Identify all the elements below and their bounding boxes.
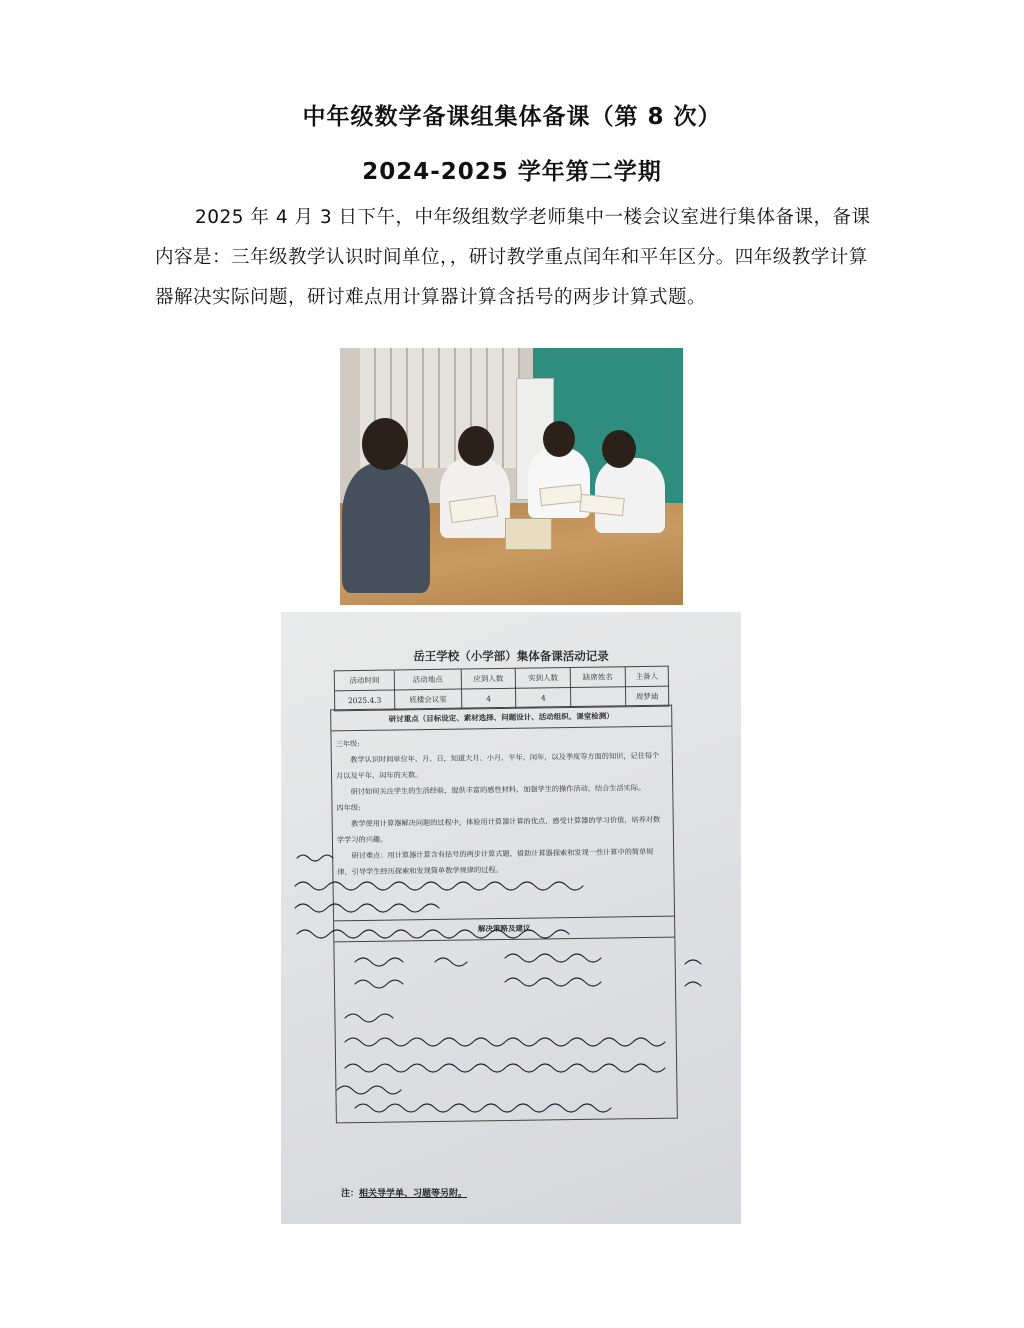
intro-paragraph-text: 2025 年 4 月 3 日下午，中年级组数学老师集中一楼会议室进行集体备课，备课内容是：三年级教学认识时间单位，，研讨教学重点闰年和平年区分。四年级教学计算器解决实际问题，研讨难点用计算器计算含括号的两步计算式题。 bbox=[155, 207, 871, 308]
table-cell: 4 bbox=[461, 688, 516, 709]
grade4-label: 四年级: bbox=[336, 802, 361, 813]
table-header-cell: 实到人数 bbox=[516, 668, 571, 689]
handwriting-scribble bbox=[285, 846, 705, 1146]
footnote-label: 注： bbox=[341, 1189, 360, 1199]
footnote-text: 相关导学单、习题等另附。 bbox=[359, 1189, 468, 1199]
grade4-paragraph: 研讨难点：用计算器计算含有括号的两步计算式题，借助计算器探索和发现一些计算中的简单规律，引导学生经历探索和发现简单数学规律的过程。 bbox=[337, 846, 654, 877]
section-heading-focus: 研讨重点（目标设定、素材选择、问题设计、活动组织、课堂检测） bbox=[331, 706, 671, 732]
grade3-paragraph: 教学认识时间单位年、月、日，知道大月、小月，平年、闰年，以及季度等方面的知识，记住每个月以及平年、闰年的天数。 bbox=[335, 750, 660, 781]
table-cell: 4 bbox=[516, 688, 571, 709]
table-cell: 周梦迪 bbox=[625, 686, 668, 707]
table-header-cell: 应到人数 bbox=[461, 668, 516, 689]
table-cell: 2025.4.3 bbox=[335, 690, 395, 711]
table-header-cell: 活动时间 bbox=[334, 670, 394, 691]
record-title: 岳王学校（小学部）集体备课活动记录 bbox=[413, 649, 609, 663]
table-header-cell: 活动地点 bbox=[394, 669, 461, 690]
document-title: 中年级数学备课组集体备课（第 8 次） bbox=[302, 104, 722, 130]
document-subtitle: 2024-2025 学年第二学期 bbox=[362, 159, 662, 185]
activity-record-scan bbox=[281, 612, 741, 1224]
grade3-paragraph: 研讨如何关注学生的生活经验，提供丰富的感性材料，加强学生的操作活动，结合生活实际。 bbox=[350, 783, 646, 797]
intro-paragraph bbox=[155, 198, 875, 318]
record-footnote bbox=[341, 1186, 467, 1199]
table-cell: 底楼会议室 bbox=[395, 689, 462, 710]
table-header-cell: 主备人 bbox=[625, 666, 668, 687]
grade4-paragraph: 教学使用计算器解决问题的过程中，体验用计算器计算的优点，感受计算器的学习价值，培养对数学学习的兴趣。 bbox=[336, 814, 661, 845]
grade3-label: 三年级: bbox=[335, 738, 360, 749]
meeting-photo bbox=[340, 348, 683, 605]
section-heading-strategy: 解决策略及建议 bbox=[334, 916, 674, 943]
table-header-cell: 缺席姓名 bbox=[570, 667, 625, 688]
